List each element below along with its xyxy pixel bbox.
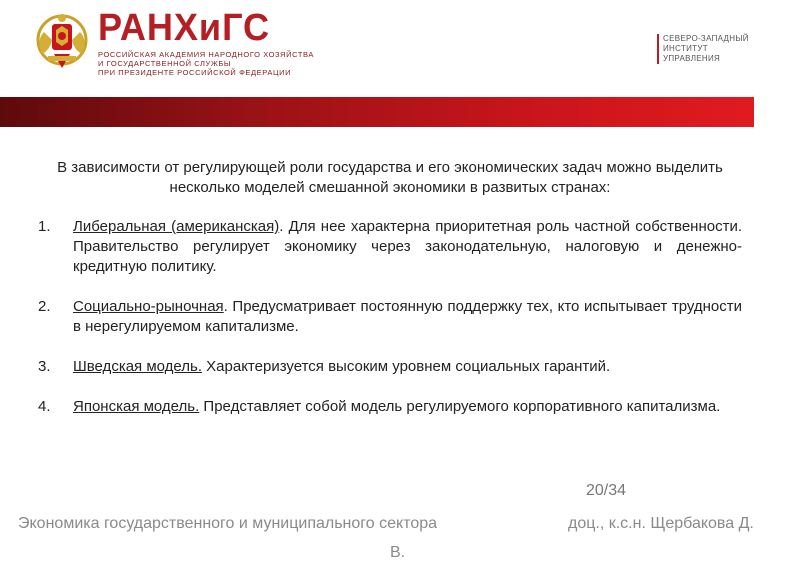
item-number: 2. (38, 298, 51, 315)
red-banner (0, 97, 754, 127)
item-text: . Предусматривает постоянную поддержку тех, кто испытывает трудности в нерегулируемом капитализме. (73, 298, 742, 335)
slide-body (38, 158, 742, 437)
item-number: 1. (38, 218, 51, 235)
coat-of-arms-emblem (34, 10, 90, 72)
institute-line: УПРАВЛЕНИЯ (663, 54, 721, 63)
models-list (38, 217, 742, 417)
logo-title: РАНХиГС (98, 7, 271, 49)
institute-line: СЕВЕРО-ЗАПАДНЫЙ (663, 34, 749, 43)
item-title: Шведская модель. (73, 358, 202, 375)
logo-subtitle-line: И ГОСУДАРСТВЕННОЙ СЛУЖБЫ (98, 59, 232, 68)
page-number: 20/34 (586, 482, 627, 499)
item-text: . Для нее характерна приоритетная роль частной собственности. Правительство регулирует экономику через законодательную, налоговую и денежно-кредитную политику. (73, 218, 742, 275)
author-name: доц., к.с.н. Щербакова Д. (568, 515, 754, 532)
item-text: Представляет собой модель регулируемого корпоративного капитализма. (199, 398, 721, 415)
logo (98, 8, 314, 77)
item-title: Либеральная (американская) (73, 218, 280, 235)
list-item (38, 357, 742, 377)
intro-text: В зависимости от регулирующей роли государства и его экономических задач можно выделить несколько моделей смешанной экономики в развитых странах: (57, 159, 723, 196)
logo-subtitle-line: ПРИ ПРЕЗИДЕНТЕ РОССИЙСКОЙ ФЕДЕРАЦИИ (98, 68, 292, 77)
institute-line: ИНСТИТУТ (663, 44, 708, 53)
item-number: 4. (38, 398, 51, 415)
list-item (38, 217, 742, 277)
logo-subtitle-line: РОССИЙСКАЯ АКАДЕМИЯ НАРОДНОГО ХОЗЯЙСТВА (98, 50, 314, 59)
institute-name (657, 34, 749, 64)
author-initial-cut: В. (390, 544, 406, 561)
logo-subtitle (98, 50, 314, 77)
item-title: Японская модель. (73, 398, 200, 415)
course-name: Экономика государственного и муниципального сектора (18, 515, 438, 532)
item-number: 3. (38, 358, 51, 375)
item-title: Социально-рыночная (73, 298, 224, 315)
list-item (38, 297, 742, 337)
item-text: Характеризуется высоким уровнем социальных гарантий. (202, 358, 611, 375)
header (0, 0, 800, 96)
list-item (38, 397, 742, 417)
